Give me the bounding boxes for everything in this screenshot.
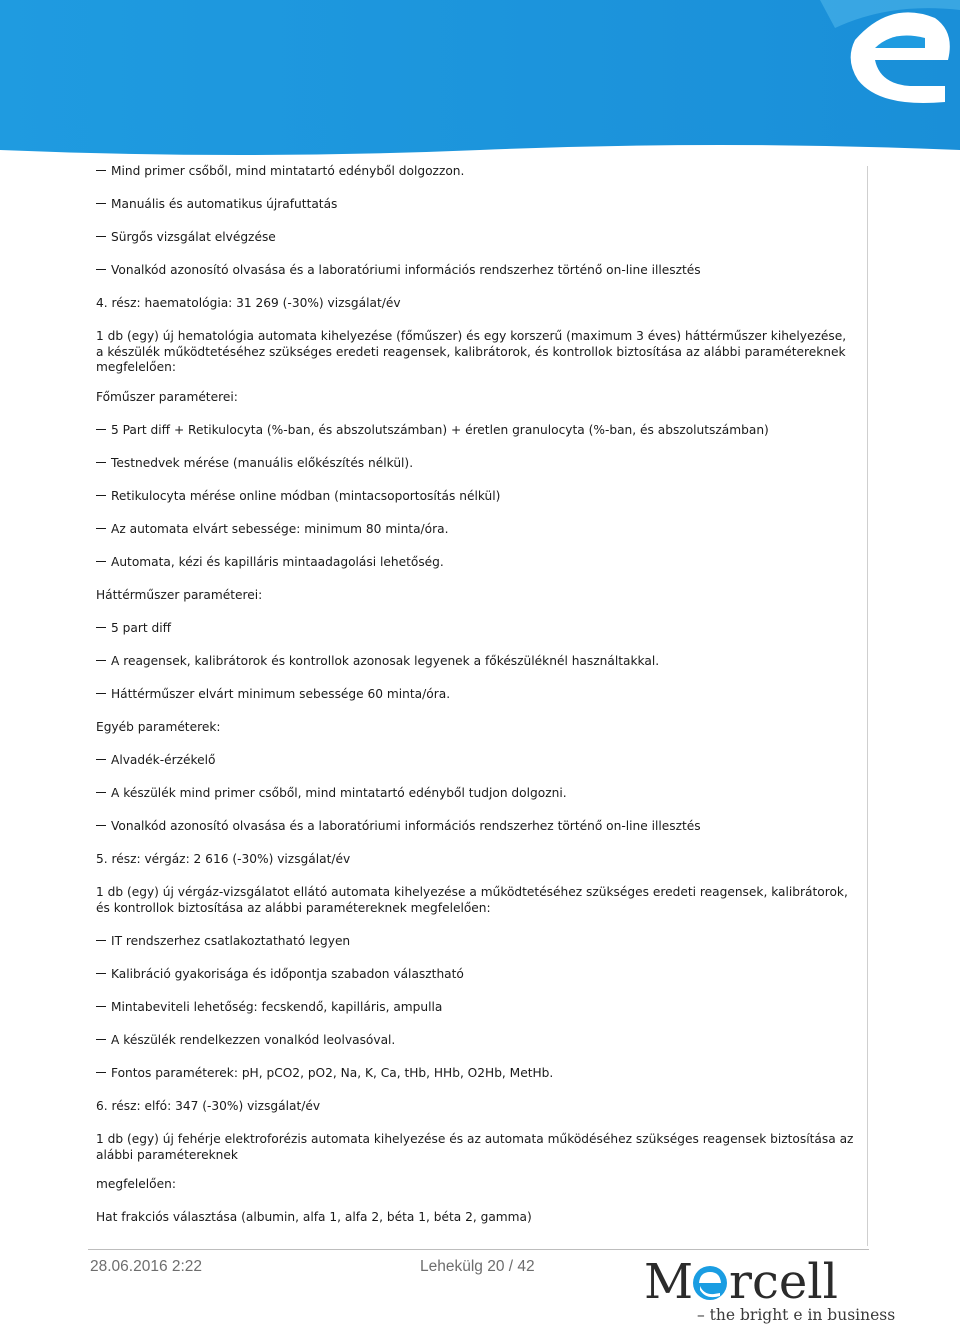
paragraph: [96, 1210, 856, 1226]
dash-bullet-icon: [96, 627, 106, 629]
line-text: Háttérműszer elvárt minimum sebessége 60 minta/óra.: [111, 687, 451, 701]
line-text: Manuális és automatikus újrafuttatás: [111, 197, 338, 211]
line-text: Testnedvek mérése (manuális előkészítés nélkül).: [111, 456, 414, 470]
dash-bullet-icon: [96, 1039, 106, 1041]
line-text: Főműszer paraméterei:: [96, 390, 238, 404]
line-text: 6. rész: elfó: 347 (-30%) vizsgálat/év: [96, 1099, 321, 1113]
dash-bullet-icon: [96, 759, 106, 761]
paragraph: [96, 329, 856, 376]
svg-text:M: M: [644, 1254, 694, 1308]
bullet-item: [96, 934, 856, 950]
paragraph: [96, 1177, 856, 1193]
marcell-logo: [640, 1252, 896, 1329]
dash-bullet-icon: [96, 269, 106, 271]
line-text: A reagensek, kalibrátorok és kontrollok azonosak legyenek a főkészüléknél használtakkal.: [111, 654, 660, 668]
dash-bullet-icon: [96, 792, 106, 794]
dash-bullet-icon: [96, 203, 106, 205]
line-text: Háttérműszer paraméterei:: [96, 588, 263, 602]
bullet-item: [96, 197, 856, 213]
line-text: 5. rész: vérgáz: 2 616 (-30%) vizsgálat/év: [96, 852, 351, 866]
svg-text:rcell: rcell: [729, 1254, 838, 1308]
marcell-wordmark-icon: [640, 1252, 870, 1308]
line-text: 1 db (egy) új vérgáz-vizsgálatot ellátó automata kihelyezése a működtetéséhez szükséges eredeti reagensek, kalibrátorok, és kontrollok biztosítása az alábbi paramétereknek megfelelően:: [96, 885, 848, 915]
line-text: 1 db (egy) új hematológia automata kihelyezése (főműszer) és egy korszerű (maximum 3 éves) háttérműszer kihelyezése, a készülék működtetéséhez szükséges eredeti reagensek, kalibrátorok, és kontrollok biztosítása az alábbi paramétereknek megfelelően:: [96, 329, 847, 374]
line-text: Sürgős vizsgálat elvégzése: [111, 230, 276, 244]
line-text: Fontos paraméterek: pH, pCO2, pO2, Na, K, Ca, tHb, HHb, O2Hb, MetHb.: [111, 1066, 554, 1080]
page-frame-line: [867, 166, 868, 1246]
dash-bullet-icon: [96, 462, 106, 464]
line-text: Hat frakciós választása (albumin, alfa 1, alfa 2, béta 1, béta 2, gamma): [96, 1210, 532, 1224]
bullet-item: [96, 654, 856, 670]
bullet-item: [96, 967, 856, 983]
paragraph: [96, 390, 856, 406]
line-text: Automata, kézi és kapilláris mintaadagolási lehetőség.: [111, 555, 444, 569]
paragraph: [96, 720, 856, 736]
line-text: Alvadék-érzékelő: [111, 753, 216, 767]
paragraph: [96, 885, 856, 916]
bullet-item: [96, 423, 856, 439]
dash-bullet-icon: [96, 495, 106, 497]
dash-bullet-icon: [96, 1072, 106, 1074]
line-text: Retikulocyta mérése online módban (mintacsoportosítás nélkül): [111, 489, 501, 503]
bullet-item: [96, 819, 856, 835]
footer-date: 28.06.2016 2:22: [90, 1258, 203, 1275]
bullet-item: [96, 522, 856, 538]
bullet-item: [96, 687, 856, 703]
paragraph: [96, 852, 856, 868]
line-text: Egyéb paraméterek:: [96, 720, 221, 734]
bullet-item: [96, 489, 856, 505]
paragraph: [96, 588, 856, 604]
bullet-item: [96, 753, 856, 769]
line-text: Mintabeviteli lehetőség: fecskendő, kapilláris, ampulla: [111, 1000, 443, 1014]
line-text: 5 Part diff + Retikulocyta (%-ban, és abszolutszámban) + éretlen granulocyta (%-ban, és abszolutszámban): [111, 423, 769, 437]
line-text: 1 db (egy) új fehérje elektroforézis automata kihelyezése és az automata működéséhez szükséges reagensek biztosítása az alábbi paramétereknek: [96, 1132, 854, 1162]
bullet-item: [96, 164, 856, 180]
bullet-item: [96, 555, 856, 571]
bullet-item: [96, 456, 856, 472]
bullet-item: [96, 1033, 856, 1049]
line-text: 5 part diff: [111, 621, 172, 635]
line-text: megfelelően:: [96, 1177, 176, 1191]
footer-page-number: Lehekülg 20 / 42: [420, 1258, 535, 1275]
line-text: Kalibráció gyakorisága és időpontja szabadon választható: [111, 967, 464, 981]
bullet-item: [96, 230, 856, 246]
dash-bullet-icon: [96, 528, 106, 530]
bullet-item: [96, 786, 856, 802]
footer-divider: [88, 1249, 869, 1250]
bullet-item: [96, 1000, 856, 1016]
line-text: 4. rész: haematológia: 31 269 (-30%) vizsgálat/év: [96, 296, 401, 310]
line-text: Mind primer csőből, mind mintatartó edényből dolgozzon.: [111, 164, 465, 178]
line-text: A készülék mind primer csőből, mind mintatartó edényből tudjon dolgozni.: [111, 786, 567, 800]
dash-bullet-icon: [96, 561, 106, 563]
paragraph: [96, 1099, 856, 1115]
dash-bullet-icon: [96, 170, 106, 172]
header-banner: [0, 0, 960, 160]
dash-bullet-icon: [96, 429, 106, 431]
line-text: IT rendszerhez csatlakoztatható legyen: [111, 934, 351, 948]
bullet-item: [96, 1066, 856, 1082]
logo-tagline: – the bright e in business: [697, 1306, 896, 1324]
dash-bullet-icon: [96, 973, 106, 975]
line-text: Vonalkód azonosító olvasása és a laboratóriumi információs rendszerhez történő on-line illesztés: [111, 263, 701, 277]
dash-bullet-icon: [96, 825, 106, 827]
bullet-item: [96, 263, 856, 279]
line-text: A készülék rendelkezzen vonalkód leolvasóval.: [111, 1033, 396, 1047]
dash-bullet-icon: [96, 693, 106, 695]
dash-bullet-icon: [96, 940, 106, 942]
paragraph: [96, 296, 856, 312]
dash-bullet-icon: [96, 1006, 106, 1008]
line-text: Az automata elvárt sebessége: minimum 80 minta/óra.: [111, 522, 449, 536]
paragraph: [96, 1132, 856, 1163]
dash-bullet-icon: [96, 236, 106, 238]
line-text: Vonalkód azonosító olvasása és a laboratóriumi információs rendszerhez történő on-line illesztés: [111, 819, 701, 833]
dash-bullet-icon: [96, 660, 106, 662]
bullet-item: [96, 621, 856, 637]
